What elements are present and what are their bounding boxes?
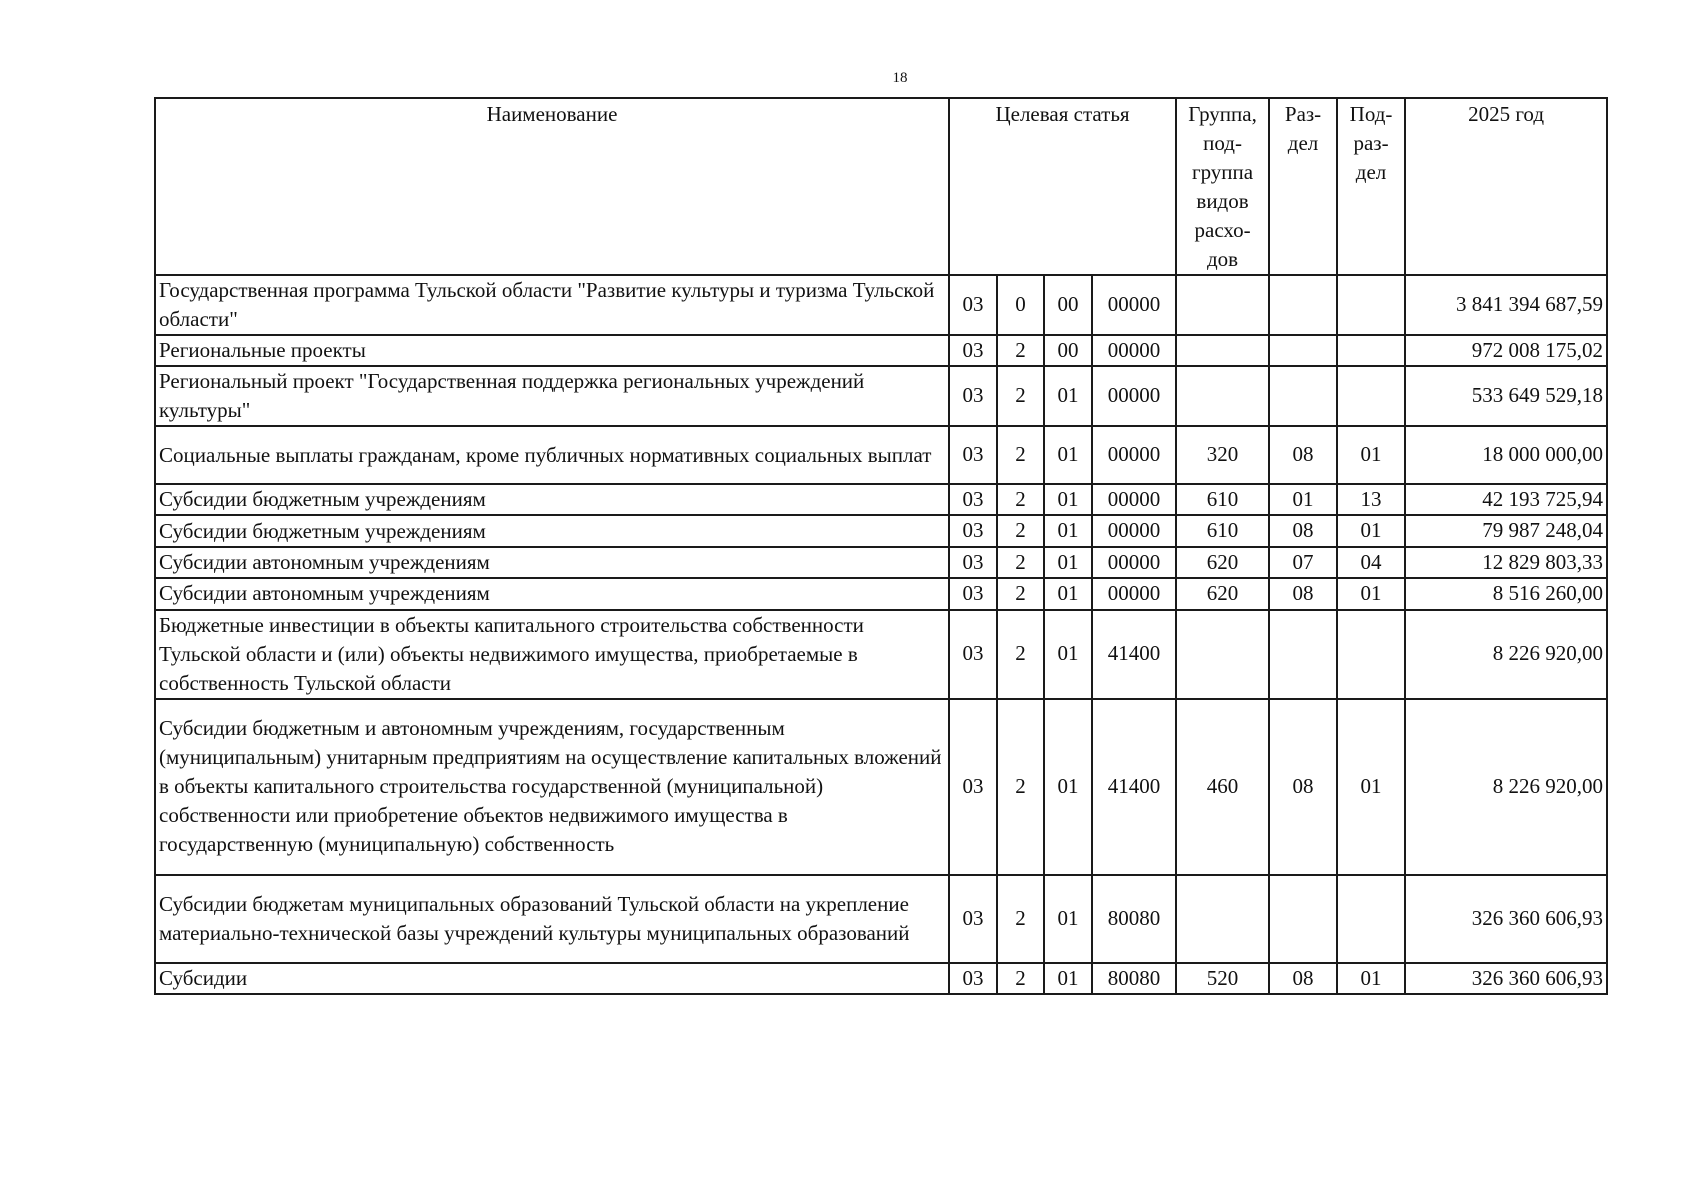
row-amount: 972 008 175,02 bbox=[1405, 335, 1607, 366]
row-code-2: 2 bbox=[997, 699, 1044, 875]
row-code-4: 41400 bbox=[1092, 610, 1176, 699]
row-code-2: 2 bbox=[997, 610, 1044, 699]
row-name: Субсидии автономным учреждениям bbox=[155, 578, 949, 609]
row-name: Региональные проекты bbox=[155, 335, 949, 366]
row-code-3: 01 bbox=[1044, 578, 1092, 609]
row-code-4: 80080 bbox=[1092, 963, 1176, 994]
row-code-2: 2 bbox=[997, 335, 1044, 366]
row-section bbox=[1269, 610, 1337, 699]
row-name: Государственная программа Тульской области "Развитие культуры и туризма Тульской области" bbox=[155, 275, 949, 335]
row-code-3: 00 bbox=[1044, 335, 1092, 366]
row-section: 08 bbox=[1269, 963, 1337, 994]
header-section: Раз- дел bbox=[1269, 98, 1337, 275]
row-group: 460 bbox=[1176, 699, 1269, 875]
row-section: 07 bbox=[1269, 547, 1337, 578]
row-section: 08 bbox=[1269, 426, 1337, 484]
row-subsection: 13 bbox=[1337, 484, 1405, 515]
row-subsection bbox=[1337, 366, 1405, 426]
row-subsection: 01 bbox=[1337, 515, 1405, 546]
row-amount: 18 000 000,00 bbox=[1405, 426, 1607, 484]
table-row bbox=[155, 335, 1607, 366]
row-group: 620 bbox=[1176, 547, 1269, 578]
row-group: 620 bbox=[1176, 578, 1269, 609]
row-section bbox=[1269, 366, 1337, 426]
row-section bbox=[1269, 875, 1337, 963]
row-amount: 533 649 529,18 bbox=[1405, 366, 1607, 426]
table-row bbox=[155, 963, 1607, 994]
row-code-4: 00000 bbox=[1092, 547, 1176, 578]
row-code-4: 00000 bbox=[1092, 484, 1176, 515]
row-code-3: 01 bbox=[1044, 699, 1092, 875]
row-section bbox=[1269, 275, 1337, 335]
row-code-2: 2 bbox=[997, 484, 1044, 515]
row-section: 08 bbox=[1269, 699, 1337, 875]
row-group bbox=[1176, 366, 1269, 426]
row-code-3: 01 bbox=[1044, 610, 1092, 699]
row-section: 08 bbox=[1269, 515, 1337, 546]
row-group: 610 bbox=[1176, 484, 1269, 515]
header-name: Наименование bbox=[155, 98, 949, 275]
row-code-4: 00000 bbox=[1092, 366, 1176, 426]
row-code-1: 03 bbox=[949, 426, 997, 484]
row-subsection: 01 bbox=[1337, 578, 1405, 609]
row-code-1: 03 bbox=[949, 484, 997, 515]
row-section bbox=[1269, 335, 1337, 366]
row-group bbox=[1176, 275, 1269, 335]
row-section: 01 bbox=[1269, 484, 1337, 515]
row-code-3: 01 bbox=[1044, 484, 1092, 515]
table-row bbox=[155, 610, 1607, 699]
row-code-3: 01 bbox=[1044, 426, 1092, 484]
row-amount: 42 193 725,94 bbox=[1405, 484, 1607, 515]
row-code-3: 01 bbox=[1044, 963, 1092, 994]
row-code-4: 00000 bbox=[1092, 426, 1176, 484]
row-subsection: 01 bbox=[1337, 426, 1405, 484]
row-group: 610 bbox=[1176, 515, 1269, 546]
row-amount: 326 360 606,93 bbox=[1405, 875, 1607, 963]
row-code-2: 2 bbox=[997, 963, 1044, 994]
table-row bbox=[155, 699, 1607, 875]
table-row bbox=[155, 275, 1607, 335]
row-code-1: 03 bbox=[949, 875, 997, 963]
table-row bbox=[155, 547, 1607, 578]
row-code-2: 2 bbox=[997, 515, 1044, 546]
row-code-3: 00 bbox=[1044, 275, 1092, 335]
row-code-1: 03 bbox=[949, 335, 997, 366]
row-code-2: 2 bbox=[997, 426, 1044, 484]
table-row bbox=[155, 578, 1607, 609]
row-group bbox=[1176, 875, 1269, 963]
header-subsection: Под- раз- дел bbox=[1337, 98, 1405, 275]
row-code-1: 03 bbox=[949, 547, 997, 578]
row-code-1: 03 bbox=[949, 578, 997, 609]
table-row bbox=[155, 515, 1607, 546]
row-amount: 3 841 394 687,59 bbox=[1405, 275, 1607, 335]
row-subsection bbox=[1337, 610, 1405, 699]
row-name: Субсидии bbox=[155, 963, 949, 994]
table-row bbox=[155, 484, 1607, 515]
row-name: Субсидии бюджетным учреждениям bbox=[155, 515, 949, 546]
table-row bbox=[155, 875, 1607, 963]
row-code-4: 00000 bbox=[1092, 275, 1176, 335]
row-group: 520 bbox=[1176, 963, 1269, 994]
row-subsection: 01 bbox=[1337, 699, 1405, 875]
row-name: Субсидии бюджетным учреждениям bbox=[155, 484, 949, 515]
row-subsection: 01 bbox=[1337, 963, 1405, 994]
header-year: 2025 год bbox=[1405, 98, 1607, 275]
row-code-2: 2 bbox=[997, 547, 1044, 578]
row-subsection: 04 bbox=[1337, 547, 1405, 578]
row-group bbox=[1176, 335, 1269, 366]
row-amount: 326 360 606,93 bbox=[1405, 963, 1607, 994]
row-code-1: 03 bbox=[949, 699, 997, 875]
row-subsection bbox=[1337, 335, 1405, 366]
row-code-3: 01 bbox=[1044, 515, 1092, 546]
row-code-4: 80080 bbox=[1092, 875, 1176, 963]
row-code-3: 01 bbox=[1044, 366, 1092, 426]
row-code-4: 00000 bbox=[1092, 578, 1176, 609]
page-number: 18 bbox=[892, 70, 908, 86]
row-code-1: 03 bbox=[949, 515, 997, 546]
row-code-2: 2 bbox=[997, 366, 1044, 426]
row-code-2: 2 bbox=[997, 578, 1044, 609]
table-row bbox=[155, 426, 1607, 484]
row-name: Бюджетные инвестиции в объекты капитального строительства собственности Тульской области и (или) объекты недвижимого имущества, приобретаемые в собственность Тульской области bbox=[155, 610, 949, 699]
row-group bbox=[1176, 610, 1269, 699]
row-group: 320 bbox=[1176, 426, 1269, 484]
row-code-1: 03 bbox=[949, 610, 997, 699]
row-code-3: 01 bbox=[1044, 547, 1092, 578]
budget-table bbox=[154, 97, 1608, 995]
row-name: Субсидии бюджетам муниципальных образований Тульской области на укрепление материально-технической базы учреждений культуры муниципальных образований bbox=[155, 875, 949, 963]
row-name: Региональный проект "Государственная поддержка региональных учреждений культуры" bbox=[155, 366, 949, 426]
row-amount: 8 516 260,00 bbox=[1405, 578, 1607, 609]
row-name: Субсидии автономным учреждениям bbox=[155, 547, 949, 578]
row-subsection bbox=[1337, 875, 1405, 963]
table-row bbox=[155, 366, 1607, 426]
row-amount: 12 829 803,33 bbox=[1405, 547, 1607, 578]
row-code-2: 0 bbox=[997, 275, 1044, 335]
row-amount: 8 226 920,00 bbox=[1405, 610, 1607, 699]
row-code-4: 41400 bbox=[1092, 699, 1176, 875]
row-amount: 79 987 248,04 bbox=[1405, 515, 1607, 546]
row-code-4: 00000 bbox=[1092, 515, 1176, 546]
header-row bbox=[155, 98, 1607, 275]
row-code-4: 00000 bbox=[1092, 335, 1176, 366]
row-code-3: 01 bbox=[1044, 875, 1092, 963]
row-subsection bbox=[1337, 275, 1405, 335]
row-code-2: 2 bbox=[997, 875, 1044, 963]
header-expense-group: Группа, под- группа видов расхо- дов bbox=[1176, 98, 1269, 275]
row-section: 08 bbox=[1269, 578, 1337, 609]
row-amount: 8 226 920,00 bbox=[1405, 699, 1607, 875]
row-code-1: 03 bbox=[949, 366, 997, 426]
header-target-article: Целевая статья bbox=[949, 98, 1176, 275]
row-name: Социальные выплаты гражданам, кроме публичных нормативных социальных выплат bbox=[155, 426, 949, 484]
row-code-1: 03 bbox=[949, 963, 997, 994]
row-code-1: 03 bbox=[949, 275, 997, 335]
row-name: Субсидии бюджетным и автономным учреждениям, государственным (муниципальным) унитарным предприятиям на осуществление капитальных вложений в объекты капитального строительства государственной (муниципальной) собственности или приобретение объектов недвижимого имущества в государственную (муниципальную) собственность bbox=[155, 699, 949, 875]
